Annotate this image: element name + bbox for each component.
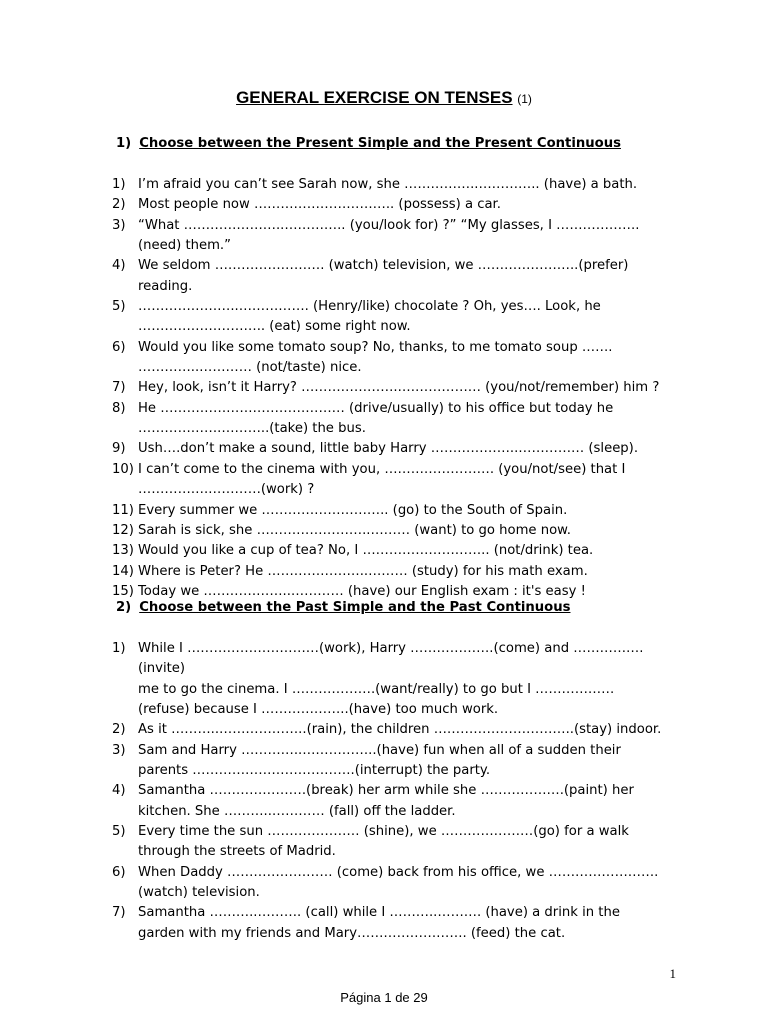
item-text: …………………..……………. (Henry/like) chocolate ? Oh, yes…. Look, he ……………………….. (eat) some right now. — [138, 299, 601, 335]
exercise-item — [112, 297, 672, 338]
item-number: 9) — [112, 441, 126, 457]
item-number: 6) — [112, 339, 126, 355]
item-text: Every time the sun ………………… (shine), we …………………(go) for a walk through the streets of Madrid. — [138, 824, 629, 860]
exercise-item — [112, 639, 672, 720]
item-text: When Daddy …………………… (come) back from his office, we ……………………. (watch) television. — [138, 864, 659, 901]
item-text: “What …………………..………….. (you/look for) ?” “My glasses, I ………………. (need) them.” — [138, 217, 640, 254]
item-text: While I …………………………(work), Harry ……………….(come) and …………….(invite) me to go the cinema. I ……………….(want/really) to go but I ……………… (refuse) because I ………………..(have) too much work. — [138, 641, 644, 718]
item-text: I can’t come to the cinema with you, ……………………. (you/not/see) that I …………….…………(work) ? — [138, 461, 626, 498]
section-1-exercise-list — [112, 175, 672, 602]
item-number: 15) — [112, 583, 134, 599]
item-text: Every summer we ……………………….. (go) to the South of Spain. — [138, 502, 568, 518]
title-number: (1) — [517, 92, 532, 106]
item-number: 2) — [112, 722, 126, 738]
section-title: Choose between the Past Simple and the Past Continuous — [139, 600, 571, 615]
exercise-item — [112, 378, 672, 398]
item-number: 6) — [112, 864, 126, 880]
exercise-item — [112, 195, 672, 215]
exercise-item — [112, 256, 672, 297]
section-1-heading — [116, 136, 621, 151]
item-text: Sam and Harry …………..……………..(have) fun when all of a sudden their parents ……………………………….(interrupt) the party. — [138, 742, 621, 779]
exercise-item — [112, 720, 672, 740]
item-text: Sarah is sick, she ……………………..……… (want) to go home now. — [138, 522, 571, 538]
page-title — [0, 88, 768, 108]
page-number: 1 — [669, 966, 676, 981]
item-number: 11) — [112, 502, 134, 518]
item-number: 5) — [112, 824, 126, 840]
exercise-item — [112, 460, 672, 501]
exercise-item — [112, 399, 672, 440]
item-number: 10) — [112, 461, 134, 477]
item-text: Ush….don’t make a sound, little baby Harry ………………..…………… (sleep). — [138, 441, 639, 457]
item-text: We seldom ……………………. (watch) television, we …………………..(prefer) reading. — [138, 258, 629, 294]
item-number: 13) — [112, 543, 134, 559]
item-number: 1) — [112, 177, 126, 192]
exercise-item — [112, 216, 672, 257]
section-2-exercise-list — [112, 639, 672, 944]
exercise-item — [112, 439, 672, 459]
exercise-item — [112, 863, 672, 904]
item-number: 7) — [112, 380, 126, 396]
item-text: Hey, look, isn’t it Harry? …………………..……………… (you/not/remember) him ? — [138, 380, 660, 396]
exercise-item — [112, 501, 672, 521]
section-2-heading — [116, 600, 570, 615]
title-main: GENERAL EXERCISE ON TENSES — [236, 88, 513, 107]
item-number: 3) — [112, 217, 126, 233]
exercise-item — [112, 781, 672, 822]
item-text: As it ………..………………..(rain), the children …………………………..(stay) indoor. — [138, 722, 662, 738]
exercise-item — [112, 521, 672, 541]
item-text: Would you like a cup of tea? No, I ……………………….. (not/drink) tea. — [138, 543, 594, 559]
item-text: Samantha ………..………. (call) while I ………..………. (have) a drink in the garden with my friends and Mary……………………. (feed) the cat. — [138, 905, 620, 941]
item-text: Would you like some tomato soup? No, thanks, to me tomato soup ……. …………..………… (not/taste) nice. — [138, 339, 613, 376]
exercise-item — [112, 822, 672, 863]
item-text: He …………………………………… (drive/usually) to his office but today he ……………….………..(take) the bus. — [138, 400, 614, 437]
exercise-item — [112, 175, 672, 195]
exercise-item — [112, 903, 672, 944]
item-number: 1) — [112, 641, 126, 656]
item-number: 4) — [112, 258, 126, 274]
item-number: 14) — [112, 563, 134, 579]
item-number: 7) — [112, 905, 126, 921]
item-number: 5) — [112, 299, 126, 315]
section-number: 1) — [116, 136, 132, 151]
item-number: 8) — [112, 400, 126, 416]
item-text: I’m afraid you can’t see Sarah now, she ……………..………….. (have) a bath. — [138, 177, 638, 192]
page-footer: Página 1 de 29 — [340, 990, 428, 1005]
exercise-item — [112, 541, 672, 561]
item-text: Most people now ………………………….. (possess) a car. — [138, 197, 501, 213]
section-number: 2) — [116, 600, 132, 615]
item-text: Samantha ………………….(break) her arm while she ……………….(paint) her kitchen. She ………..………… (fall) off the ladder. — [138, 783, 634, 819]
exercise-item — [112, 562, 672, 582]
item-number: 12) — [112, 522, 134, 538]
exercise-item — [112, 741, 672, 782]
item-text: Where is Peter? He …………………..……… (study) for his math exam. — [138, 563, 588, 579]
exercise-item — [112, 338, 672, 379]
section-title: Choose between the Present Simple and the Present Continuous — [139, 136, 621, 151]
item-number: 2) — [112, 197, 126, 213]
item-text: Today we ………………..………… (have) our English exam : it's easy ! — [138, 583, 586, 599]
item-number: 4) — [112, 783, 126, 799]
item-number: 3) — [112, 742, 126, 758]
